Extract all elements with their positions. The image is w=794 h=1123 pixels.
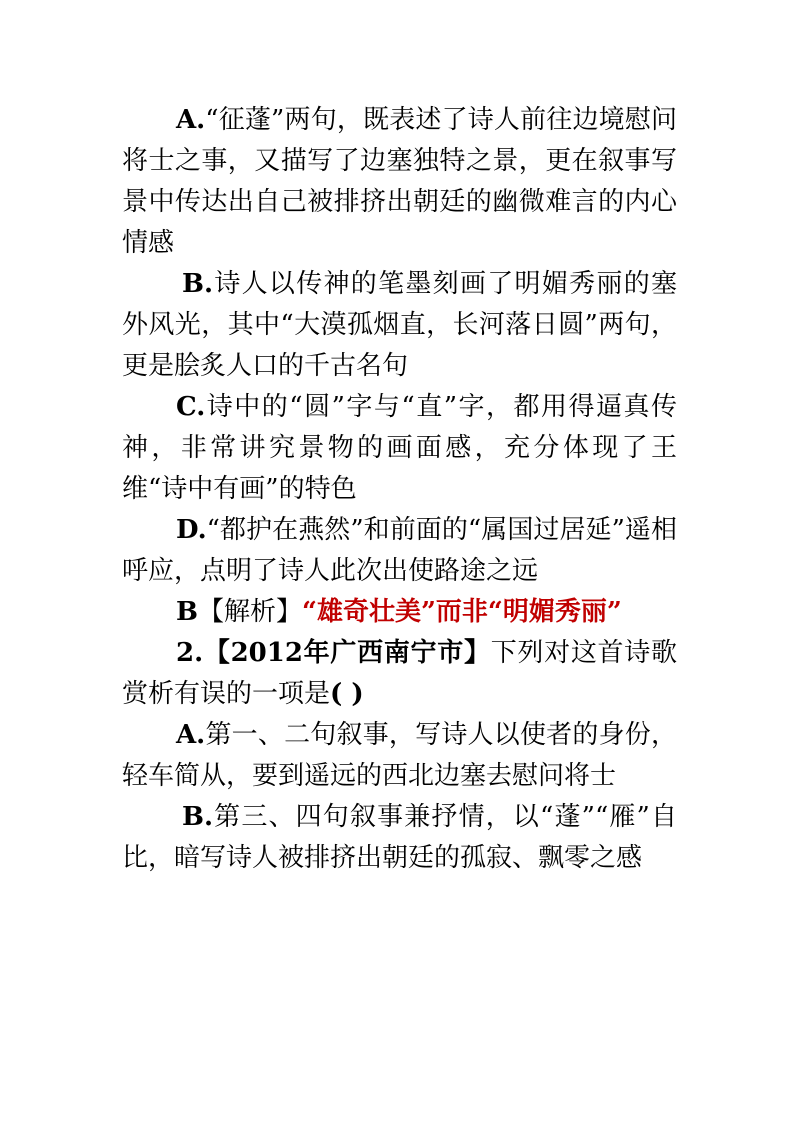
q1-option-a: [122, 100, 677, 264]
q2-option-b: [122, 797, 677, 879]
question-stem: 下列对这首诗歌赏析有误的一项是: [122, 638, 677, 709]
option-text: 诗中的“圆”字与“直”字，都用得逼真传神，非常讲究景物的画面感，充分体现了王维“诗中有画”的特色: [122, 392, 677, 504]
q2-option-a: [122, 715, 677, 797]
document-page: [122, 100, 677, 879]
answer-paren: ( ): [330, 679, 364, 709]
q1-option-c: [122, 387, 677, 510]
option-label: D.: [176, 515, 207, 545]
option-text: 第三、四句叙事兼抒情，以“蓬”“雁”自比，暗写诗人被排挤出朝廷的孤寂、飘零之感: [122, 802, 677, 873]
q1-option-b: [122, 264, 677, 387]
option-text: “都护在燕然”和前面的“属国过居延”遥相呼应，点明了诗人此次出使路途之远: [122, 515, 677, 586]
option-label: B.: [182, 269, 214, 299]
option-text: 第一、二句叙事，写诗人以使者的身份，轻车简从，要到遥远的西北边塞去慰问将士: [122, 720, 677, 791]
option-label: B.: [182, 802, 214, 832]
question-source: 【2012年广西南宁市】: [203, 638, 491, 668]
q2-stem: [122, 633, 677, 715]
q1-option-d: [122, 510, 677, 592]
option-label: A.: [176, 720, 206, 750]
option-label: A.: [176, 105, 206, 135]
option-label: C.: [176, 392, 206, 422]
q1-answer: [122, 592, 677, 633]
option-text: 诗人以传神的笔墨刻画了明媚秀丽的塞外风光，其中“大漠孤烟直，长河落日圆”两句，更是脍炙人口的千古名句: [122, 269, 677, 381]
question-number: 2.: [176, 638, 204, 668]
answer-letter: B: [176, 597, 198, 627]
analysis-text: “雄奇壮美”而非“明媚秀丽”: [302, 597, 622, 627]
option-text: “征蓬”两句，既表述了诗人前往边境慰问将士之事，又描写了边塞独特之景，更在叙事写景中传达出自己被排挤出朝廷的幽微难言的内心情感: [122, 105, 677, 258]
analysis-tag: 【解析】: [197, 597, 302, 627]
